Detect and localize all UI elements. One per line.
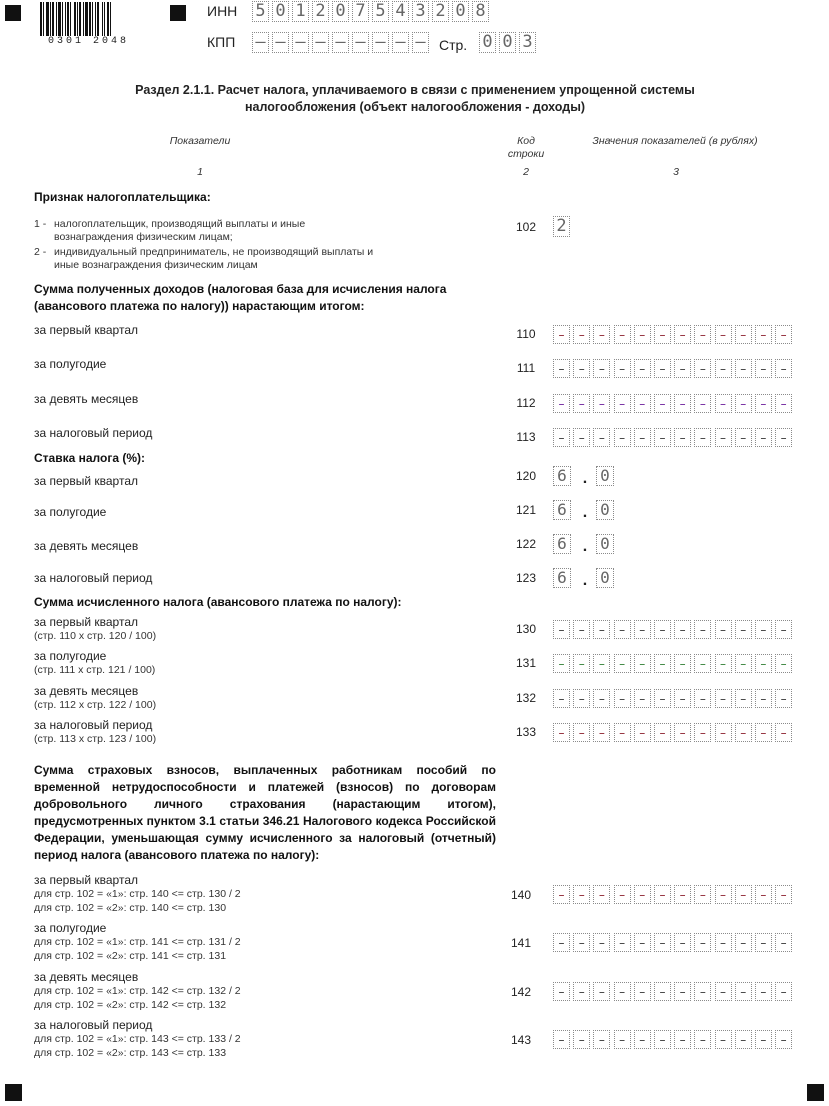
kpp-digit-cell: – <box>352 32 369 53</box>
value-field-113[interactable] <box>553 428 795 447</box>
income-row-label: за полугодие <box>34 357 107 371</box>
value-cell: – <box>735 325 752 344</box>
value-cell: – <box>735 428 752 447</box>
barcode-number: 0301 2048 <box>48 36 130 47</box>
insurance-row-rule-1: для стр. 102 = «1»: стр. 141 <= стр. 131 / 2 <box>34 936 241 948</box>
income-heading-line-1: Сумма полученных доходов (налоговая база для исчисления налога <box>34 282 447 296</box>
value-cell: – <box>614 620 631 639</box>
value-cell: – <box>694 723 711 742</box>
value-cell: – <box>694 933 711 952</box>
value-cell: – <box>553 885 570 904</box>
value-cell: – <box>634 325 651 344</box>
value-cell: – <box>715 689 732 708</box>
column-header-code-line-2: строки <box>507 148 545 160</box>
value-cell: – <box>694 885 711 904</box>
value-cell: – <box>775 325 792 344</box>
value-cell: – <box>715 620 732 639</box>
value-cell: – <box>735 982 752 1001</box>
value-cell: – <box>573 394 590 413</box>
page-number-field[interactable] <box>479 32 539 53</box>
value-cell: – <box>553 689 570 708</box>
rate-row-label: за первый квартал <box>34 474 139 488</box>
value-cell: – <box>674 654 691 673</box>
rate-field-121[interactable] <box>553 500 617 520</box>
line-code-142: 142 <box>510 985 532 999</box>
value-cell: – <box>614 1030 631 1049</box>
value-cell: – <box>755 933 772 952</box>
value-cell: – <box>553 325 570 344</box>
income-row-label: за девять месяцев <box>34 392 139 406</box>
value-cell: – <box>715 654 732 673</box>
value-cell: – <box>614 723 631 742</box>
kpp-digit-cell: – <box>252 32 269 53</box>
taxpayer-option-1 <box>34 218 305 244</box>
value-cell: – <box>775 654 792 673</box>
value-cell: – <box>654 620 671 639</box>
line-code-143: 143 <box>510 1033 532 1047</box>
page-label: Стр. <box>439 37 468 53</box>
value-cell: – <box>593 885 610 904</box>
tax-row-formula: (стр. 112 х стр. 122 / 100) <box>34 699 157 711</box>
insurance-row-rule-2: для стр. 102 = «2»: стр. 143 <= стр. 133 <box>34 1047 227 1059</box>
inn-digit-cell: 0 <box>452 1 469 22</box>
tax-row-formula: (стр. 113 х стр. 123 / 100) <box>34 733 157 745</box>
value-cell: – <box>735 620 752 639</box>
column-number-3: 3 <box>673 166 679 178</box>
value-cell: – <box>593 689 610 708</box>
value-cell: – <box>674 689 691 708</box>
rate-field-120[interactable] <box>553 466 617 486</box>
value-cell: – <box>593 394 610 413</box>
rate-heading: Ставка налога (%): <box>34 451 145 465</box>
column-header-code-line-1: Код <box>517 135 535 147</box>
value-cell: – <box>755 325 772 344</box>
value-cell: – <box>694 428 711 447</box>
value-cell: – <box>654 654 671 673</box>
line-code-111: 111 <box>516 361 536 375</box>
value-cell: – <box>634 982 651 1001</box>
rate-field-123[interactable] <box>553 568 617 588</box>
value-cell: – <box>735 359 752 378</box>
value-cell: – <box>755 723 772 742</box>
rate-decimal-cell: 0 <box>596 534 614 554</box>
value-cell: – <box>654 394 671 413</box>
value-field-140[interactable] <box>553 885 795 904</box>
income-row-label: за первый квартал <box>34 323 139 337</box>
value-cell: – <box>674 359 691 378</box>
value-cell: – <box>674 1030 691 1049</box>
value-cell: – <box>573 885 590 904</box>
value-cell: – <box>715 723 732 742</box>
tax-row-label <box>34 649 155 677</box>
value-cell: – <box>634 359 651 378</box>
kpp-digit-cell: – <box>272 32 289 53</box>
tax-row-title: за полугодие <box>34 649 107 663</box>
value-cell: – <box>694 1030 711 1049</box>
insurance-row-label <box>34 1018 241 1060</box>
value-cell: – <box>593 325 610 344</box>
value-field-130[interactable] <box>553 620 795 639</box>
rate-row-label: за девять месяцев <box>34 539 139 553</box>
value-cell: – <box>553 1030 570 1049</box>
tax-heading: Сумма исчисленного налога (авансового платежа по налогу): <box>34 595 402 609</box>
value-cell: – <box>694 620 711 639</box>
insurance-row-label <box>34 970 241 1012</box>
insurance-row-rule-2: для стр. 102 = «2»: стр. 141 <= стр. 131 <box>34 950 227 962</box>
tax-row-label <box>34 615 156 643</box>
corner-marker-bottom-left <box>5 1084 22 1101</box>
insurance-row-rule-2: для стр. 102 = «2»: стр. 142 <= стр. 132 <box>34 999 227 1011</box>
value-cell: – <box>634 1030 651 1049</box>
taxpayer-option-2-line-2: иные вознаграждения физическим лицам <box>54 259 258 271</box>
value-cell: – <box>654 982 671 1001</box>
value-cell: – <box>694 394 711 413</box>
kpp-digit-cell: – <box>372 32 389 53</box>
value-cell: – <box>755 654 772 673</box>
section-title-line-2: налогообложения (объект налогообложения - доходы) <box>244 100 586 114</box>
value-cell: – <box>674 394 691 413</box>
income-heading-line-2: (авансового платежа по налогу)) нарастающим итогом: <box>34 299 365 313</box>
rate-decimal-separator: . <box>582 572 588 589</box>
line-code-141: 141 <box>510 936 532 950</box>
value-field-142[interactable] <box>553 982 795 1001</box>
inn-digit-cell: 1 <box>292 1 309 22</box>
value-cell: – <box>715 1030 732 1049</box>
value-cell: – <box>694 325 711 344</box>
rate-integer-cell: 6 <box>553 534 571 554</box>
value-cell: – <box>614 359 631 378</box>
value-field-112[interactable] <box>553 394 795 413</box>
value-cell: – <box>775 689 792 708</box>
kpp-digit-cell: – <box>292 32 309 53</box>
taxpayer-option-2-line-1: индивидуальный предприниматель, не производящий выплаты и <box>54 246 374 258</box>
value-cell: – <box>593 654 610 673</box>
income-row-label: за налоговый период <box>34 426 153 440</box>
insurance-row-title: за налоговый период <box>34 1018 153 1032</box>
value-cell: – <box>634 428 651 447</box>
inn-digit-cell: 2 <box>312 1 329 22</box>
inn-digit-cell: 0 <box>272 1 289 22</box>
inn-digit-cell: 3 <box>412 1 429 22</box>
line-code-112: 112 <box>516 396 536 410</box>
value-cell: – <box>553 428 570 447</box>
line-code-102: 102 <box>515 220 537 234</box>
value-cell: – <box>593 620 610 639</box>
value-cell: – <box>634 723 651 742</box>
value-cell: – <box>654 428 671 447</box>
value-cell: – <box>775 394 792 413</box>
column-header-code <box>496 135 556 161</box>
value-cell: – <box>634 689 651 708</box>
value-cell: – <box>654 689 671 708</box>
line-code-120: 120 <box>515 469 537 483</box>
tax-row-formula: (стр. 111 х стр. 121 / 100) <box>34 664 156 676</box>
value-field-141[interactable] <box>553 933 795 952</box>
taxpayer-option-2 <box>34 246 373 272</box>
column-number-2: 2 <box>523 166 529 178</box>
value-cell: – <box>573 359 590 378</box>
value-cell: – <box>715 933 732 952</box>
value-cell: – <box>735 394 752 413</box>
kpp-label: КПП <box>207 34 236 50</box>
value-cell: – <box>654 325 671 344</box>
tax-row-formula: (стр. 110 х стр. 120 / 100) <box>34 630 157 642</box>
rate-integer-cell: 6 <box>553 500 571 520</box>
value-cell: – <box>674 982 691 1001</box>
taxpayer-sign-field[interactable] <box>553 216 573 237</box>
value-cell: – <box>634 654 651 673</box>
value-cell: – <box>755 359 772 378</box>
column-header-indicators: Показатели <box>169 135 231 147</box>
inn-digit-cell: 0 <box>332 1 349 22</box>
value-field-143[interactable] <box>553 1030 795 1049</box>
line-code-121: 121 <box>515 503 537 517</box>
kpp-digit-cell: – <box>312 32 329 53</box>
value-cell: – <box>735 933 752 952</box>
insurance-row-rule-2: для стр. 102 = «2»: стр. 140 <= стр. 130 <box>34 902 227 914</box>
value-cell: – <box>674 428 691 447</box>
insurance-heading: Сумма страховых взносов, выплаченных работникам пособий по временной нетрудоспособности и платежей (взносов) по договорам добровольного личного страхования (нарастающим итогом), предусмотренных пунктом 3.1 статьи 346.21 Налогового кодекса Российской Федерации, уменьшающая сумму исчисленного за налоговый (отчетный) период налога (авансового платежа по налогу): <box>34 763 496 862</box>
value-cell: – <box>553 723 570 742</box>
value-cell: – <box>593 723 610 742</box>
value-cell: – <box>553 933 570 952</box>
corner-marker-bottom-right <box>807 1084 824 1101</box>
value-cell: – <box>715 325 732 344</box>
taxpayer-option-1-line-1: налогоплательщик, производящий выплаты и иные <box>54 218 306 230</box>
kpp-digit-cell: – <box>332 32 349 53</box>
page-digit-cell: 0 <box>479 32 496 53</box>
page-digit-cell: 0 <box>499 32 516 53</box>
value-cell: – <box>654 885 671 904</box>
line-code-132: 132 <box>515 691 537 705</box>
insurance-row-label <box>34 921 241 963</box>
value-cell: – <box>755 428 772 447</box>
value-cell: – <box>553 982 570 1001</box>
inn-digit-cell: 2 <box>432 1 449 22</box>
inn-digit-cell: 8 <box>472 1 489 22</box>
insurance-row-rule-1: для стр. 102 = «1»: стр. 140 <= стр. 130 / 2 <box>34 888 241 900</box>
value-cell: – <box>775 885 792 904</box>
value-cell: – <box>573 723 590 742</box>
corner-marker-top-center <box>170 5 186 21</box>
value-cell: – <box>634 885 651 904</box>
insurance-row-title: за девять месяцев <box>34 970 139 984</box>
line-code-122: 122 <box>515 537 537 551</box>
taxpayer-option-2-number: 2 - <box>34 246 47 258</box>
rate-decimal-separator: . <box>582 504 588 521</box>
value-cell: – <box>593 1030 610 1049</box>
line-code-140: 140 <box>510 888 532 902</box>
value-cell: – <box>654 1030 671 1049</box>
rate-row-label: за полугодие <box>34 505 107 519</box>
value-cell: – <box>755 394 772 413</box>
insurance-row-title: за первый квартал <box>34 873 139 887</box>
value-cell: – <box>553 394 570 413</box>
value-cell: – <box>614 885 631 904</box>
value-cell: – <box>674 885 691 904</box>
rate-integer-cell: 6 <box>553 466 571 486</box>
value-field-111[interactable] <box>553 359 795 378</box>
value-cell: – <box>755 982 772 1001</box>
section-title-line-1: Раздел 2.1.1. Расчет налога, уплачиваемого в связи с применением упрощенной системы <box>135 83 695 97</box>
insurance-row-rule-1: для стр. 102 = «1»: стр. 143 <= стр. 133 / 2 <box>34 1033 241 1045</box>
value-cell: – <box>775 1030 792 1049</box>
value-cell: – <box>573 933 590 952</box>
value-cell: – <box>614 325 631 344</box>
rate-decimal-cell: 0 <box>596 500 614 520</box>
inn-digit-cell: 5 <box>372 1 389 22</box>
value-cell: – <box>715 982 732 1001</box>
value-cell: – <box>614 394 631 413</box>
corner-marker-top-left <box>5 5 21 21</box>
inn-label: ИНН <box>207 3 238 19</box>
value-cell: – <box>553 654 570 673</box>
value-cell: – <box>755 1030 772 1049</box>
value-cell: – <box>654 933 671 952</box>
value-cell: – <box>735 654 752 673</box>
value-cell: – <box>674 723 691 742</box>
value-cell: – <box>715 394 732 413</box>
column-number-1: 1 <box>197 166 203 178</box>
value-cell: – <box>694 689 711 708</box>
rate-decimal-cell: 0 <box>596 568 614 588</box>
value-cell: – <box>674 933 691 952</box>
value-cell: – <box>573 428 590 447</box>
tax-row-title: за налоговый период <box>34 718 153 732</box>
section-title <box>60 82 770 116</box>
line-code-130: 130 <box>515 622 537 636</box>
income-heading <box>34 281 446 315</box>
value-cell: – <box>634 394 651 413</box>
value-cell: – <box>593 428 610 447</box>
value-cell: – <box>775 359 792 378</box>
rate-decimal-cell: 0 <box>596 466 614 486</box>
kpp-digit-cell: – <box>412 32 429 53</box>
value-cell: – <box>674 620 691 639</box>
value-cell: – <box>775 620 792 639</box>
rate-decimal-separator: . <box>582 538 588 555</box>
tax-row-title: за девять месяцев <box>34 684 139 698</box>
value-cell: – <box>694 359 711 378</box>
value-cell: – <box>614 428 631 447</box>
value-cell: – <box>573 325 590 344</box>
value-cell: – <box>614 689 631 708</box>
insurance-row-label <box>34 873 241 915</box>
barcode <box>40 2 146 36</box>
value-cell: – <box>614 933 631 952</box>
value-cell: – <box>614 982 631 1001</box>
value-cell: – <box>573 689 590 708</box>
value-cell: – <box>573 654 590 673</box>
value-cell: – <box>593 982 610 1001</box>
column-header-values: Значения показателей (в рублях) <box>592 135 758 147</box>
value-cell: – <box>553 359 570 378</box>
insurance-row-title: за полугодие <box>34 921 107 935</box>
taxpayer-sign-heading: Признак налогоплательщика: <box>34 190 211 204</box>
taxpayer-option-1-line-2: вознаграждения физическим лицам; <box>54 231 233 243</box>
insurance-row-rule-1: для стр. 102 = «1»: стр. 142 <= стр. 132 / 2 <box>34 985 241 997</box>
value-cell: – <box>573 620 590 639</box>
value-cell: – <box>775 933 792 952</box>
line-code-113: 113 <box>516 430 536 444</box>
value-cell: – <box>775 428 792 447</box>
line-code-110: 110 <box>516 327 536 341</box>
page-digit-cell: 3 <box>519 32 536 53</box>
value-cell: – <box>634 620 651 639</box>
inn-digit-cell: 5 <box>252 1 269 22</box>
inn-field[interactable] <box>252 1 492 22</box>
value-cell: – <box>614 654 631 673</box>
kpp-field[interactable] <box>252 32 432 53</box>
value-field-132[interactable] <box>553 689 795 708</box>
rate-row-label: за налоговый период <box>34 571 153 585</box>
value-field-133[interactable] <box>553 723 795 742</box>
value-cell: – <box>755 620 772 639</box>
value-cell: – <box>654 723 671 742</box>
value-cell: – <box>735 885 752 904</box>
value-cell: – <box>735 689 752 708</box>
value-cell: – <box>573 982 590 1001</box>
rate-decimal-separator: . <box>582 470 588 487</box>
line-code-131: 131 <box>515 656 537 670</box>
rate-integer-cell: 6 <box>553 568 571 588</box>
value-cell: – <box>593 359 610 378</box>
inn-digit-cell: 7 <box>352 1 369 22</box>
value-cell: – <box>694 654 711 673</box>
value-cell: – <box>735 723 752 742</box>
value-cell: – <box>755 885 772 904</box>
value-cell: – <box>573 1030 590 1049</box>
value-field-131[interactable] <box>553 654 795 673</box>
value-cell: – <box>775 982 792 1001</box>
tax-row-label <box>34 684 156 712</box>
kpp-digit-cell: – <box>392 32 409 53</box>
taxpayer-option-1-number: 1 - <box>34 218 47 230</box>
inn-digit-cell: 4 <box>392 1 409 22</box>
value-cell: – <box>694 982 711 1001</box>
value-cell: – <box>735 1030 752 1049</box>
value-cell: – <box>553 620 570 639</box>
value-cell: – <box>755 689 772 708</box>
taxpayer-sign-value: 2 <box>553 216 570 237</box>
value-cell: – <box>634 933 651 952</box>
tax-row-title: за первый квартал <box>34 615 139 629</box>
value-cell: – <box>715 428 732 447</box>
value-field-110[interactable] <box>553 325 795 344</box>
rate-field-122[interactable] <box>553 534 617 554</box>
value-cell: – <box>775 723 792 742</box>
line-code-123: 123 <box>515 571 537 585</box>
value-cell: – <box>674 325 691 344</box>
value-cell: – <box>715 885 732 904</box>
value-cell: – <box>715 359 732 378</box>
value-cell: – <box>593 933 610 952</box>
tax-row-label <box>34 718 156 746</box>
value-cell: – <box>654 359 671 378</box>
line-code-133: 133 <box>515 725 537 739</box>
